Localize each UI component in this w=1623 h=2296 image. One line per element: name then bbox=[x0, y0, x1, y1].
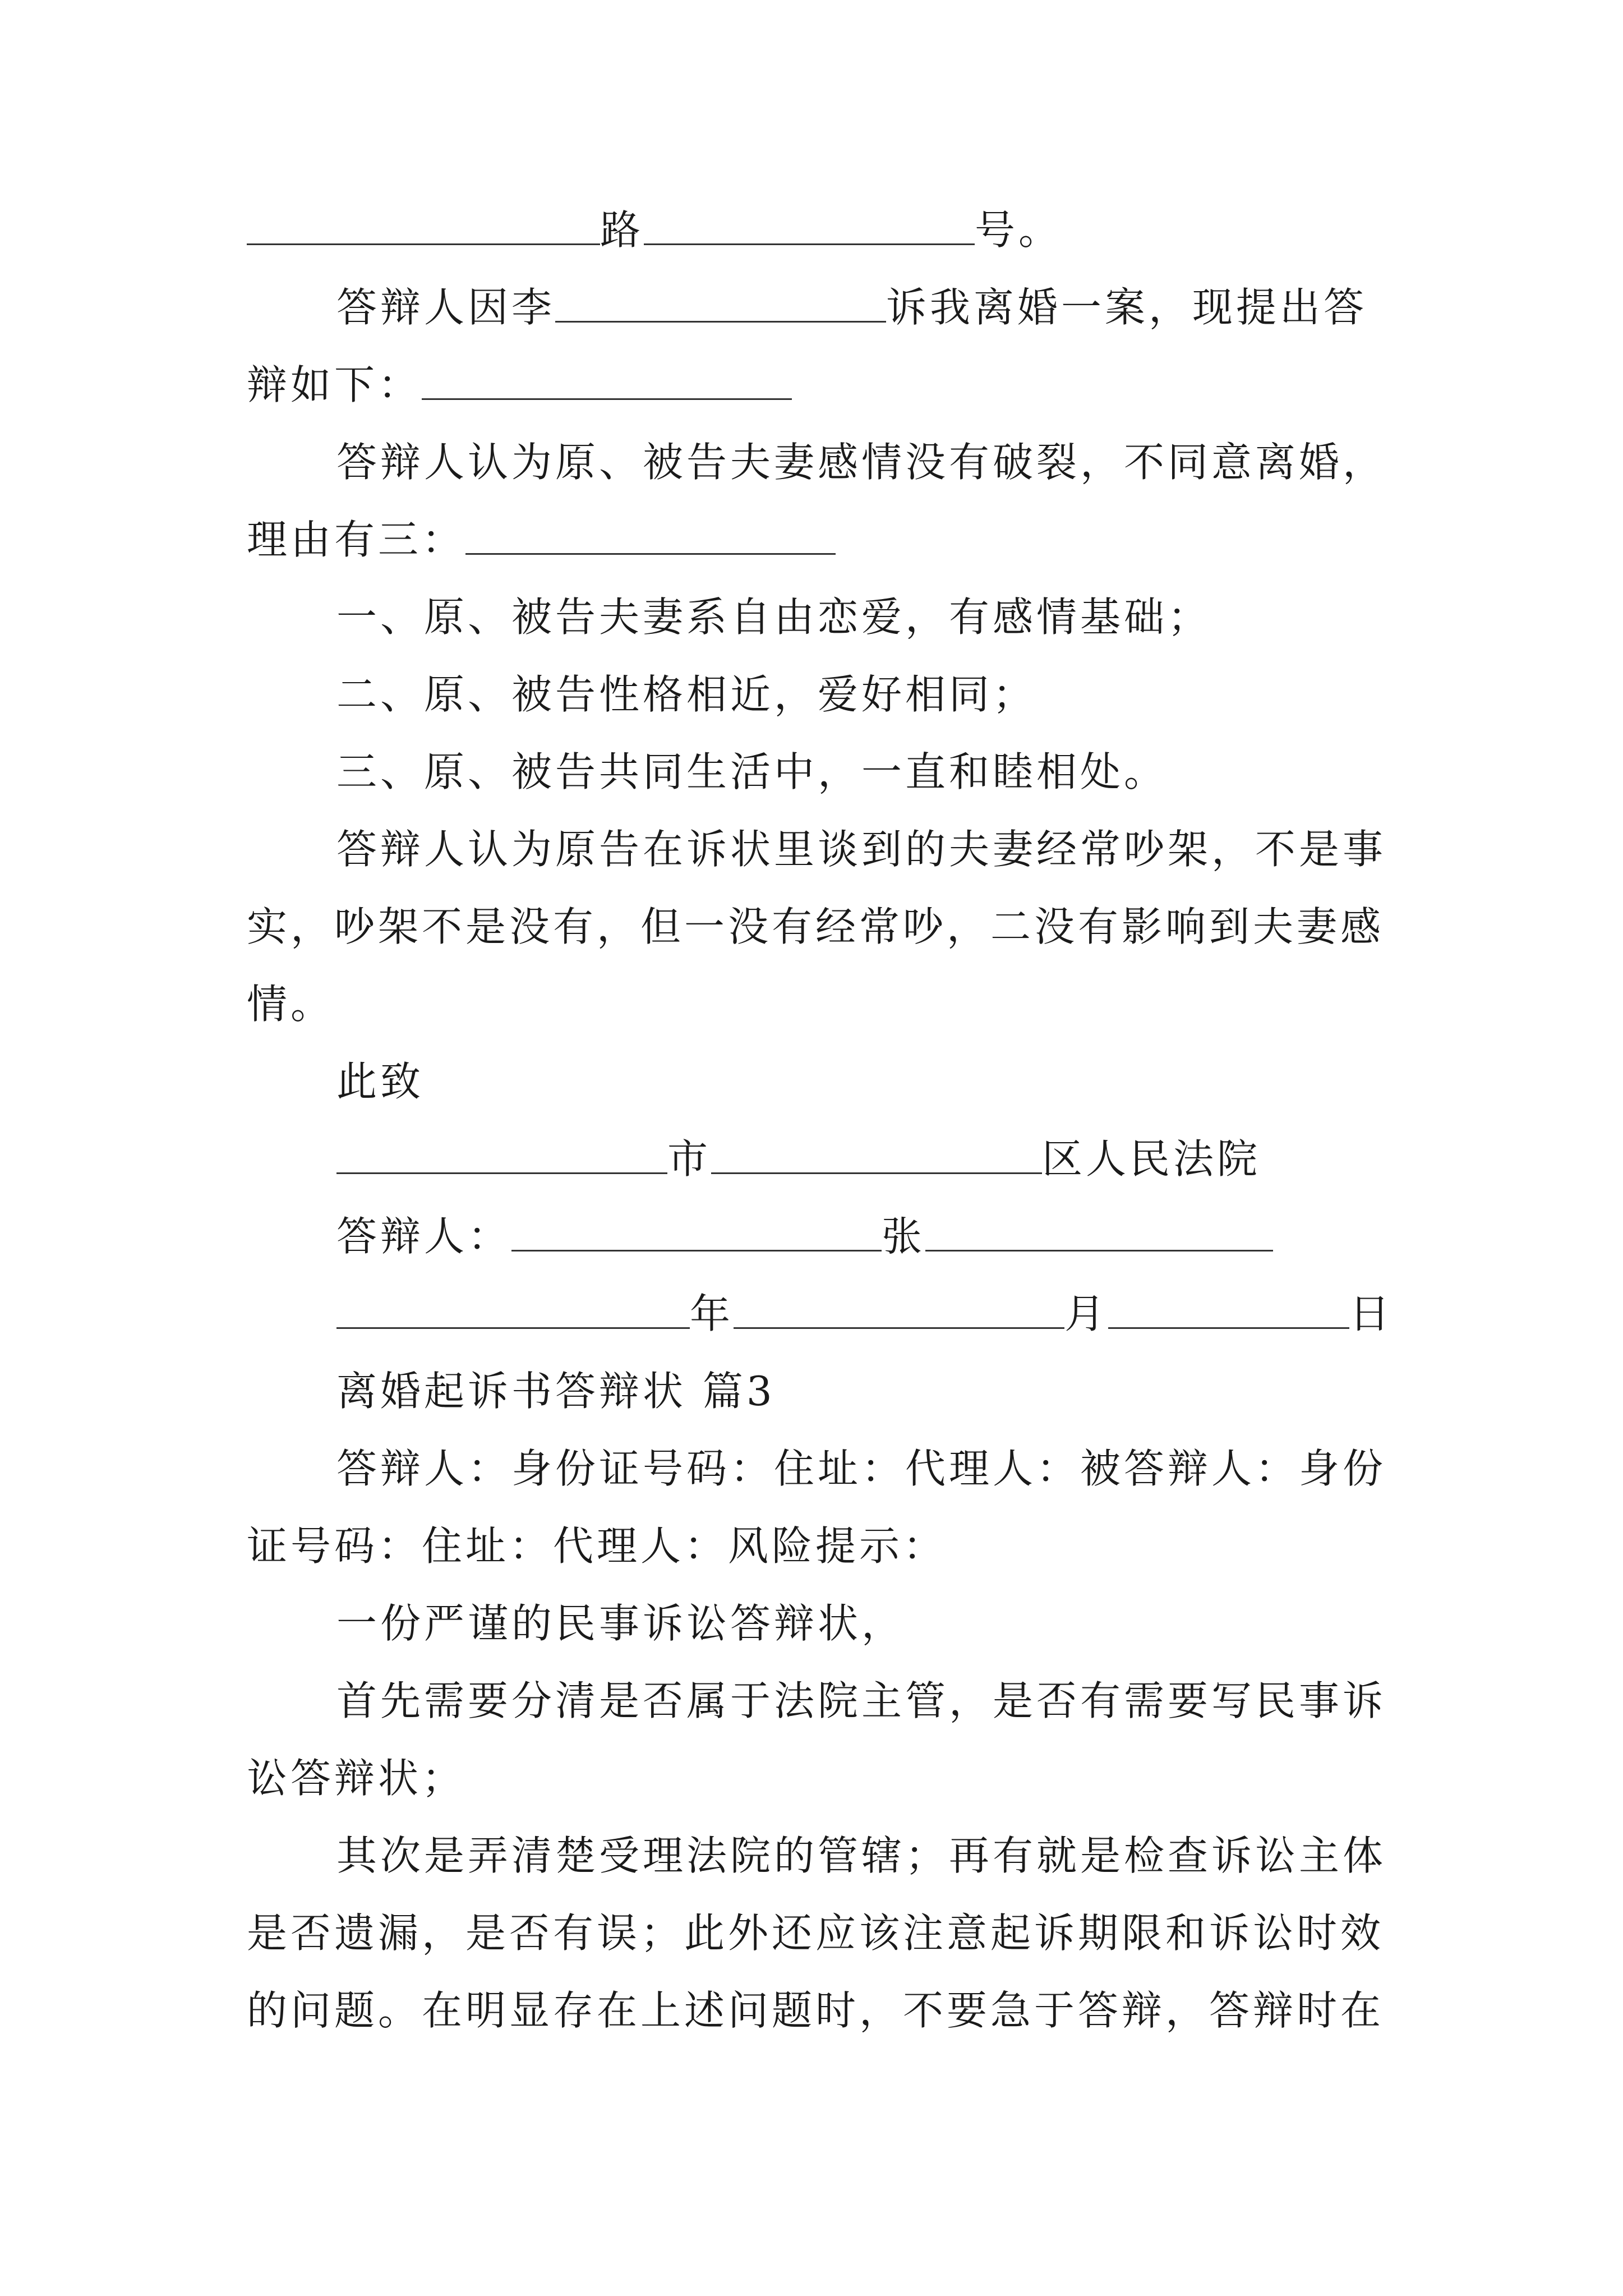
reason-item: 一、原、被告夫妻系自由恋爱，有感情基础； bbox=[336, 593, 1212, 641]
reason-item: 二、原、被告性格相近，爱好相同； bbox=[336, 671, 1037, 718]
salutation: 此致 bbox=[336, 1058, 425, 1105]
number-label: 号。 bbox=[975, 206, 1063, 254]
text-run: 辩如下： bbox=[247, 361, 422, 408]
address-line bbox=[247, 202, 1062, 258]
month-label: 月 bbox=[1064, 1290, 1109, 1337]
blank-field bbox=[555, 279, 886, 323]
paragraph-line bbox=[247, 512, 836, 568]
paragraph-line: 实，吵架不是没有，但一没有经常吵，二没有影响到夫妻感 bbox=[247, 903, 1385, 950]
respondent-label: 答辩人： bbox=[336, 1213, 512, 1260]
respondent-line bbox=[336, 1208, 1273, 1264]
paragraph-line: 答辩人认为原告在诉状里谈到的夫妻经常吵架，不是事 bbox=[336, 826, 1387, 873]
paragraph-line bbox=[247, 357, 792, 413]
name-label: 张 bbox=[882, 1213, 926, 1260]
blank-field bbox=[511, 1208, 882, 1251]
paragraph-line bbox=[336, 279, 1367, 335]
blank-field bbox=[644, 202, 975, 245]
paragraph-line: 证号码：住址：代理人：风险提示： bbox=[247, 1522, 947, 1570]
paragraph-line: 是否遗漏，是否有误；此外还应该注意起诉期限和诉讼时效 bbox=[247, 1910, 1385, 1957]
blank-field bbox=[711, 1131, 1042, 1174]
blank-field bbox=[925, 1208, 1273, 1251]
blank-field bbox=[336, 1131, 667, 1174]
paragraph-line: 讼答辩状； bbox=[247, 1755, 466, 1802]
paragraph-line: 其次是弄清楚受理法院的管辖；再有就是检查诉讼主体 bbox=[336, 1832, 1387, 1879]
road-label: 路 bbox=[600, 206, 644, 254]
paragraph-line: 一份严谨的民事诉讼答辩状， bbox=[336, 1600, 906, 1647]
blank-field bbox=[336, 1286, 690, 1329]
blank-field bbox=[465, 512, 836, 555]
reason-item: 三、原、被告共同生活中，一直和睦相处。 bbox=[336, 748, 1168, 795]
section-heading: 离婚起诉书答辩状 篇3 bbox=[336, 1368, 776, 1415]
paragraph-line: 答辩人认为原、被告夫妻感情没有破裂，不同意离婚， bbox=[336, 439, 1387, 486]
court-label: 区人民法院 bbox=[1042, 1135, 1261, 1182]
year-label: 年 bbox=[690, 1290, 734, 1337]
city-label: 市 bbox=[667, 1135, 712, 1182]
text-run: 理由有三： bbox=[247, 516, 466, 563]
blank-field bbox=[1108, 1286, 1349, 1329]
blank-field bbox=[422, 357, 792, 400]
text-run: 答辩人因李 bbox=[336, 284, 556, 331]
text-run: 诉我离婚一案，现提出答 bbox=[886, 284, 1368, 331]
paragraph-line: 答辩人：身份证号码：住址：代理人：被答辩人：身份 bbox=[336, 1445, 1387, 1492]
date-line bbox=[336, 1286, 1393, 1342]
paragraph-line: 首先需要分清是否属于法院主管，是否有需要写民事诉 bbox=[336, 1677, 1387, 1724]
blank-field bbox=[734, 1286, 1064, 1329]
day-label: 日 bbox=[1349, 1290, 1394, 1337]
court-line bbox=[336, 1131, 1261, 1187]
blank-field bbox=[247, 202, 600, 245]
paragraph-line: 的问题。在明显存在上述问题时，不要急于答辩，答辩时在 bbox=[247, 1987, 1385, 2034]
paragraph-line: 情。 bbox=[247, 981, 335, 1028]
